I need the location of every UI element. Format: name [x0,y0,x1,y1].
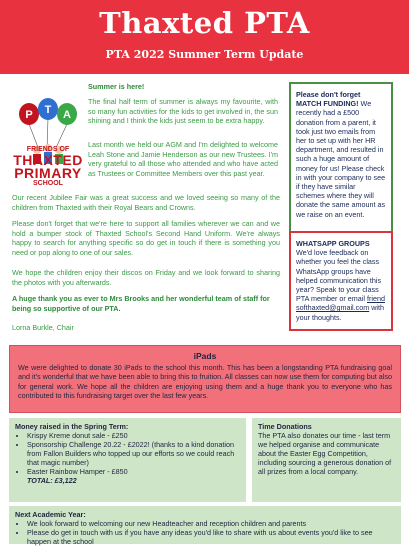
list-item: • We look forward to welcoming our new Headteacher and reception children and parents [27,519,395,528]
letter-para-5: We hope the children enjoy their discos on Friday and we look forward to sharing the photos with you afterwards. [12,268,280,287]
match-funding-box [289,82,393,244]
logo-thaxted: THAXTED [13,152,83,168]
ipads-section [9,345,401,413]
time-donations-text: The PTA also donates our time - last term we helped organise and communicate about the Easter Egg Competition, including sourcing a generous donation of all prizes from a local company. [258,431,392,476]
whatsapp-box [289,231,393,331]
page-title: Thaxted PTA [99,6,310,40]
time-donations-title: Time Donations [258,422,312,431]
time-donations-section [252,418,401,502]
whatsapp-email-link[interactable]: friendsofthaxted@gmail.com [296,294,385,313]
svg-text:T: T [44,104,52,116]
letter-thanks: A huge thank you as ever to Mrs Brooks and her wonderful team of staff for being so supportive of our PTA. [12,294,270,313]
list-item: • Please do get in touch with us if you have any ideas you'd like to share with us about events you'd like to see happen at the school [27,528,395,546]
letter-para-4: Please don't forget that we're here to support all families wherever we can and we hold a bumper stock of Thaxted School's Second Hand Uniform. We're always happy to search for anything specific so do get in touch if there is something you need or pop along to one of our sales. [12,219,280,257]
list-item: • Krispy Kreme donut sale - £250 [27,431,240,440]
list-item: • Easter Rainbow Hamper - £850 [27,467,240,476]
money-raised-total: TOTAL: £3,122 [27,476,77,485]
ipads-title: iPads [193,351,217,361]
letter-para-3: Our recent Jubilee Fair was a great success and we loved seeing so many of the children from Thaxted with their Royal Bears and Crowns. [12,193,280,212]
letter-para-2: Last month we held our AGM and I'm delighted to welcome Leah Stone and Jamie Henderson as our new Trustees. I'm very grateful to all those who attended and who have acted as Trustees or Committee Members over this past year. [88,140,278,178]
money-raised-title: Money raised in the Spring Term: [15,422,129,431]
logo-primary: PRIMARY [14,165,82,181]
money-raised-list [15,431,240,476]
svg-text:A: A [63,109,71,121]
page-subtitle: PTA 2022 Summer Term Update [105,48,304,61]
whatsapp-text: We'd love feedback on whether you feel the class WhatsApp groups have helped communication this year? Speak to your class PTA member or email [296,248,382,304]
whatsapp-title: WHATSAPP GROUPS [296,239,370,248]
header-banner [0,0,409,74]
match-funding-title: Please don't forget MATCH FUNDING! [296,90,361,109]
next-year-title: Next Academic Year: [15,510,86,519]
letter-heading: Summer is here! [88,82,145,91]
ipads-text: We were delighted to donate 30 iPads to the school this month. This has been a longstanding PTA fundraising goal and it's wonderful that we have been able to bring this to fruition. All classes can now use them for computing but also for general work. We hope all the children are enjoying using them and a huge thank you to everyone who has contributed to this fundraising target over the last few years. [18,363,392,401]
logo-school: SCHOOL [33,180,63,187]
logo-friends-of: FRIENDS OF [26,146,70,153]
letter-para-1: The final half term of summer is always my favourite, with so many fun activities for the kids to get involved in, the sun shining and I think the kids just seem to be extra happy. [88,97,278,126]
next-year-list [15,519,395,546]
whatsapp-text-end: with your thoughts. [296,303,384,322]
money-raised-section [9,418,246,502]
list-item: • Sponsorship Challenge 20.22 - £2022! (thanks to a kind donation from Fallon Builders who topped up our efforts so we could reach that magic number) [27,440,240,467]
svg-text:P: P [25,109,33,121]
match-funding-text: We recently had a £500 donation from a parent, it took just two emails from her to set up with her HR department, and resulted in such a huge amount of money for us! Please check in with your company to see if they have similar schemes where they will donate the same amount as we raise on an event. [296,99,386,219]
next-year-section [9,506,401,544]
letter-signature: Lorna Burkle, Chair [12,323,74,332]
